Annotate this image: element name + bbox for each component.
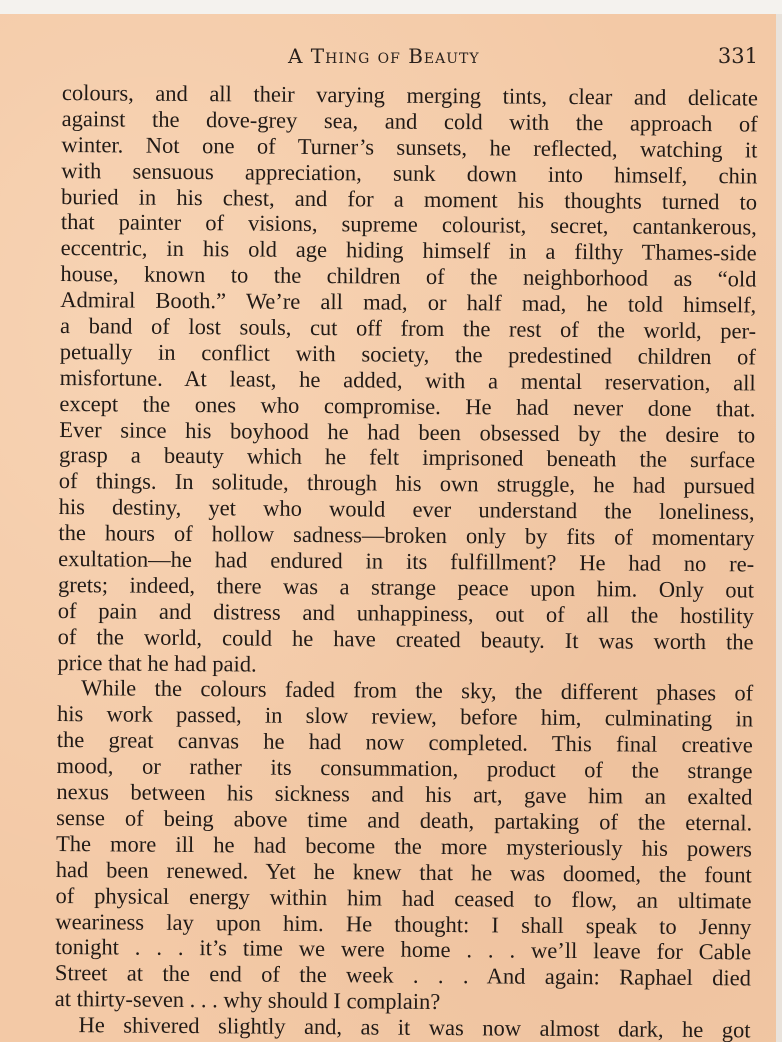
text-line: had been renewed. Yet he knew that he was doomed, the fount (55, 856, 752, 888)
text-line: The more ill he had become the more mysteriously his powers (55, 830, 753, 862)
text-line: against the dove-grey sea, and cold with the approach of (61, 105, 758, 137)
text-line: the hours of hollow sadness—broken only by fits of momentary (58, 520, 755, 551)
text-line: Ever since his boyhood he had been obsessed by the desire to (59, 416, 756, 448)
text-line: Street at the end of the week . . . And again: Raphael died (54, 960, 752, 991)
body-text (54, 80, 758, 1042)
text-line: a band of lost souls, cut off from the rest of the world, per- (59, 313, 757, 344)
running-title: A Thing of Beauty (288, 44, 480, 68)
page-number: 331 (717, 44, 758, 68)
page-header (60, 44, 760, 74)
text-line: weariness lay upon him. He thought: I shall speak to Jenny (55, 908, 752, 939)
book-page (0, 14, 782, 1042)
text-line: at thirty-seven . . . why should I complain? (54, 986, 441, 1015)
text-line: that painter of visions, supreme colourist, secret, cantankerous, (60, 209, 757, 240)
text-line: tonight . . . it’s time we were home . . . we’ll leave for Cable (55, 934, 752, 965)
text-line: Admiral Booth.” We’re all mad, or half mad, he told himself, (60, 287, 757, 318)
text-line: eccentric, in his old age hiding himself in a filthy Thames-side (60, 235, 757, 266)
text-line: misfortune. At least, he added, with a mental reservation, all (59, 364, 756, 396)
text-line: of things. In solitude, through his own struggle, he had pursued (58, 468, 755, 499)
text-line: house, known to the children of the neighborhood as “old (60, 261, 757, 292)
text-line: He shivered slightly and, as it was now almost dark, he got (78, 1012, 751, 1042)
text-line: of the world, could he have created beauty. It was worth the (57, 623, 754, 655)
text-line: mood, or rather its consummation, product of the strange (56, 753, 753, 784)
text-line: of pain and distress and unhappiness, out of all the hostility (57, 597, 754, 629)
text-line: winter. Not one of Turner’s sunsets, he reflected, watching it (61, 131, 758, 163)
text-line: of physical energy within him had ceased to flow, an ultimate (55, 882, 752, 914)
text-line: sense of being above time and death, partaking of the eternal. (56, 804, 753, 836)
text-line: except the ones who compromise. He had never done that. (59, 390, 756, 422)
text-line: buried in his chest, and for a moment his thoughts turned to (60, 183, 758, 215)
text-line: his work passed, in slow review, before him, culminating in (56, 701, 754, 732)
text-line: exultation—he had endured in its fulfillment? He had no re- (58, 546, 755, 577)
text-line: with sensuous appreciation, sunk down into himself, chin (61, 157, 758, 189)
page-edge (776, 14, 782, 1042)
text-line: colours, and all their varying merging tints, clear and delicate (61, 80, 758, 111)
text-line: petually in conflict with society, the predestined children of (59, 338, 756, 370)
text-line: his destiny, yet who would ever understand the loneliness, (58, 494, 755, 525)
text-line: grets; indeed, there was a strange peace upon him. Only out (57, 571, 755, 603)
text-line: While the colours faded from the sky, the different phases of (81, 675, 754, 706)
text-line: nexus between his sickness and his art, gave him an exalted (56, 779, 753, 810)
text-line: grasp a beauty which he felt imprisoned beneath the surface (58, 442, 756, 473)
text-line: the great canvas he had now completed. This final creative (56, 727, 753, 758)
text-line: price that he had paid. (57, 649, 257, 677)
